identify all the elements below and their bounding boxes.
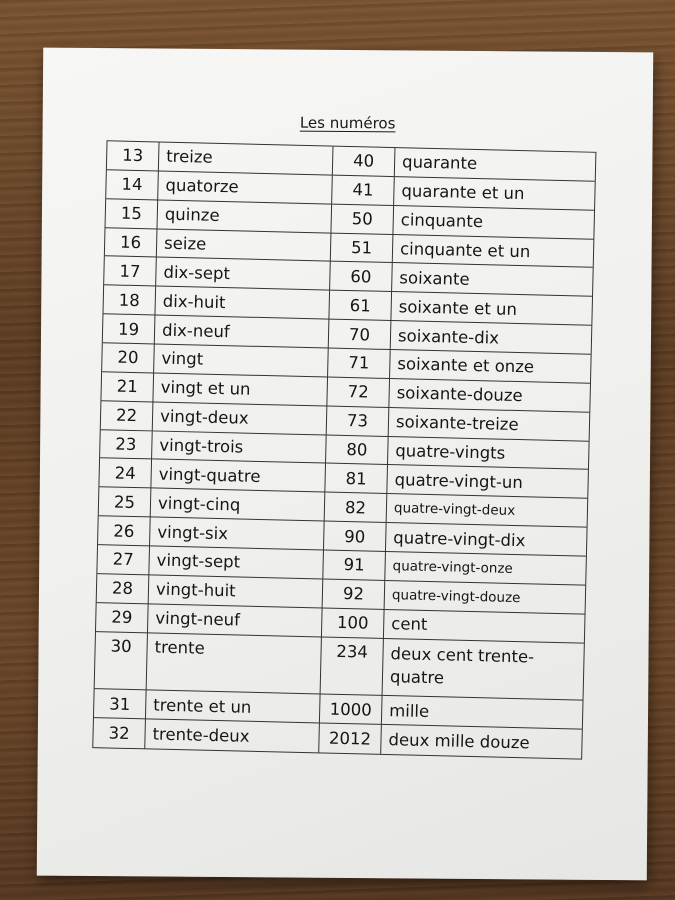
right-word-cell: quarante et un [394, 177, 595, 211]
right-word-cell: quatre-vingt-dix [386, 523, 587, 557]
right-word-cell: cent [384, 610, 585, 644]
right-number-cell: 80 [326, 435, 389, 465]
left-word-cell: vingt-huit [149, 575, 324, 608]
right-number-cell: 60 [330, 262, 393, 292]
left-word-cell: vingt-six [150, 518, 325, 551]
right-number-cell: 2012 [319, 724, 382, 754]
left-word-cell: vingt-trois [152, 431, 327, 464]
left-number-cell: 16 [105, 228, 158, 258]
left-number-cell: 21 [101, 372, 154, 402]
page-title: Les numéros [299, 113, 396, 133]
right-word-cell: soixante et un [391, 292, 592, 326]
right-word-cell: soixante [392, 263, 593, 297]
right-word-cell: deux cent trente-quatre [383, 639, 584, 701]
left-word-cell: treize [159, 143, 334, 176]
right-number-cell: 91 [323, 551, 386, 581]
right-number-cell: 73 [327, 406, 390, 436]
left-word-cell: trente et un [146, 691, 321, 724]
left-word-cell: quinze [157, 200, 332, 233]
right-number-cell: 92 [323, 579, 386, 609]
right-number-cell: 100 [322, 608, 385, 638]
left-word-cell: vingt-sept [149, 546, 324, 579]
right-number-cell: 70 [329, 320, 392, 350]
left-number-cell: 29 [96, 603, 149, 633]
paper-sheet [37, 48, 653, 881]
right-word-cell: quatre-vingt-douze [385, 581, 586, 615]
right-word-cell: cinquante et un [393, 235, 594, 269]
left-number-cell: 22 [101, 401, 154, 431]
left-word-cell: trente [147, 633, 322, 695]
left-word-cell: vingt-cinq [151, 489, 326, 522]
left-number-cell: 30 [95, 632, 148, 691]
right-word-cell: quarante [395, 148, 596, 182]
right-number-cell: 71 [328, 349, 391, 379]
left-word-cell: vingt et un [153, 373, 328, 406]
left-number-cell: 19 [103, 314, 156, 344]
right-number-cell: 234 [321, 637, 384, 696]
right-word-cell: quatre-vingt-un [387, 465, 588, 499]
right-number-cell: 50 [331, 204, 394, 234]
left-number-cell: 13 [107, 141, 160, 171]
right-number-cell: 1000 [320, 695, 383, 725]
right-word-cell: soixante-dix [391, 321, 592, 355]
right-word-cell: mille [382, 696, 583, 730]
right-word-cell: quatre-vingts [388, 437, 589, 471]
left-word-cell: dix-sept [156, 258, 331, 291]
right-number-cell: 82 [325, 493, 388, 523]
left-word-cell: vingt [154, 344, 329, 377]
right-word-cell: cinquante [393, 206, 594, 240]
left-number-cell: 14 [106, 170, 159, 200]
left-number-cell: 17 [104, 257, 157, 287]
left-word-cell: vingt-deux [153, 402, 328, 435]
right-word-cell: quatre-vingt-deux [387, 494, 588, 528]
right-number-cell: 40 [333, 147, 396, 177]
right-number-cell: 41 [332, 175, 395, 205]
left-number-cell: 27 [97, 545, 150, 575]
left-word-cell: dix-neuf [155, 316, 330, 349]
left-number-cell: 15 [106, 199, 159, 229]
left-word-cell: dix-huit [155, 287, 330, 320]
left-number-cell: 20 [102, 343, 155, 373]
right-number-cell: 81 [325, 464, 388, 494]
right-word-cell: soixante et onze [390, 350, 591, 384]
right-word-cell: quatre-vingt-onze [385, 552, 586, 586]
left-number-cell: 24 [99, 459, 152, 489]
left-word-cell: vingt-neuf [148, 604, 323, 637]
right-word-cell: deux mille douze [388, 730, 530, 753]
right-word-cell: soixante-douze [389, 379, 590, 413]
left-number-cell: 31 [94, 689, 147, 719]
right-number-cell: 90 [324, 522, 387, 552]
left-number-cell: 18 [103, 286, 156, 316]
left-number-cell: 32 [93, 718, 146, 748]
right-number-cell: 61 [329, 291, 392, 321]
right-number-cell: 72 [327, 377, 390, 407]
left-word-cell: vingt-quatre [151, 460, 326, 493]
left-number-cell: 26 [98, 516, 151, 546]
right-word-cell: soixante-treize [389, 408, 590, 442]
left-word-cell: quatorze [158, 171, 333, 204]
left-word-cell: seize [157, 229, 332, 262]
numbers-table [92, 140, 596, 759]
left-number-cell: 23 [100, 430, 153, 460]
right-number-cell: 51 [331, 233, 394, 263]
left-number-cell: 28 [97, 574, 150, 604]
left-word-cell: trente-deux [145, 719, 320, 752]
left-number-cell: 25 [99, 487, 152, 517]
